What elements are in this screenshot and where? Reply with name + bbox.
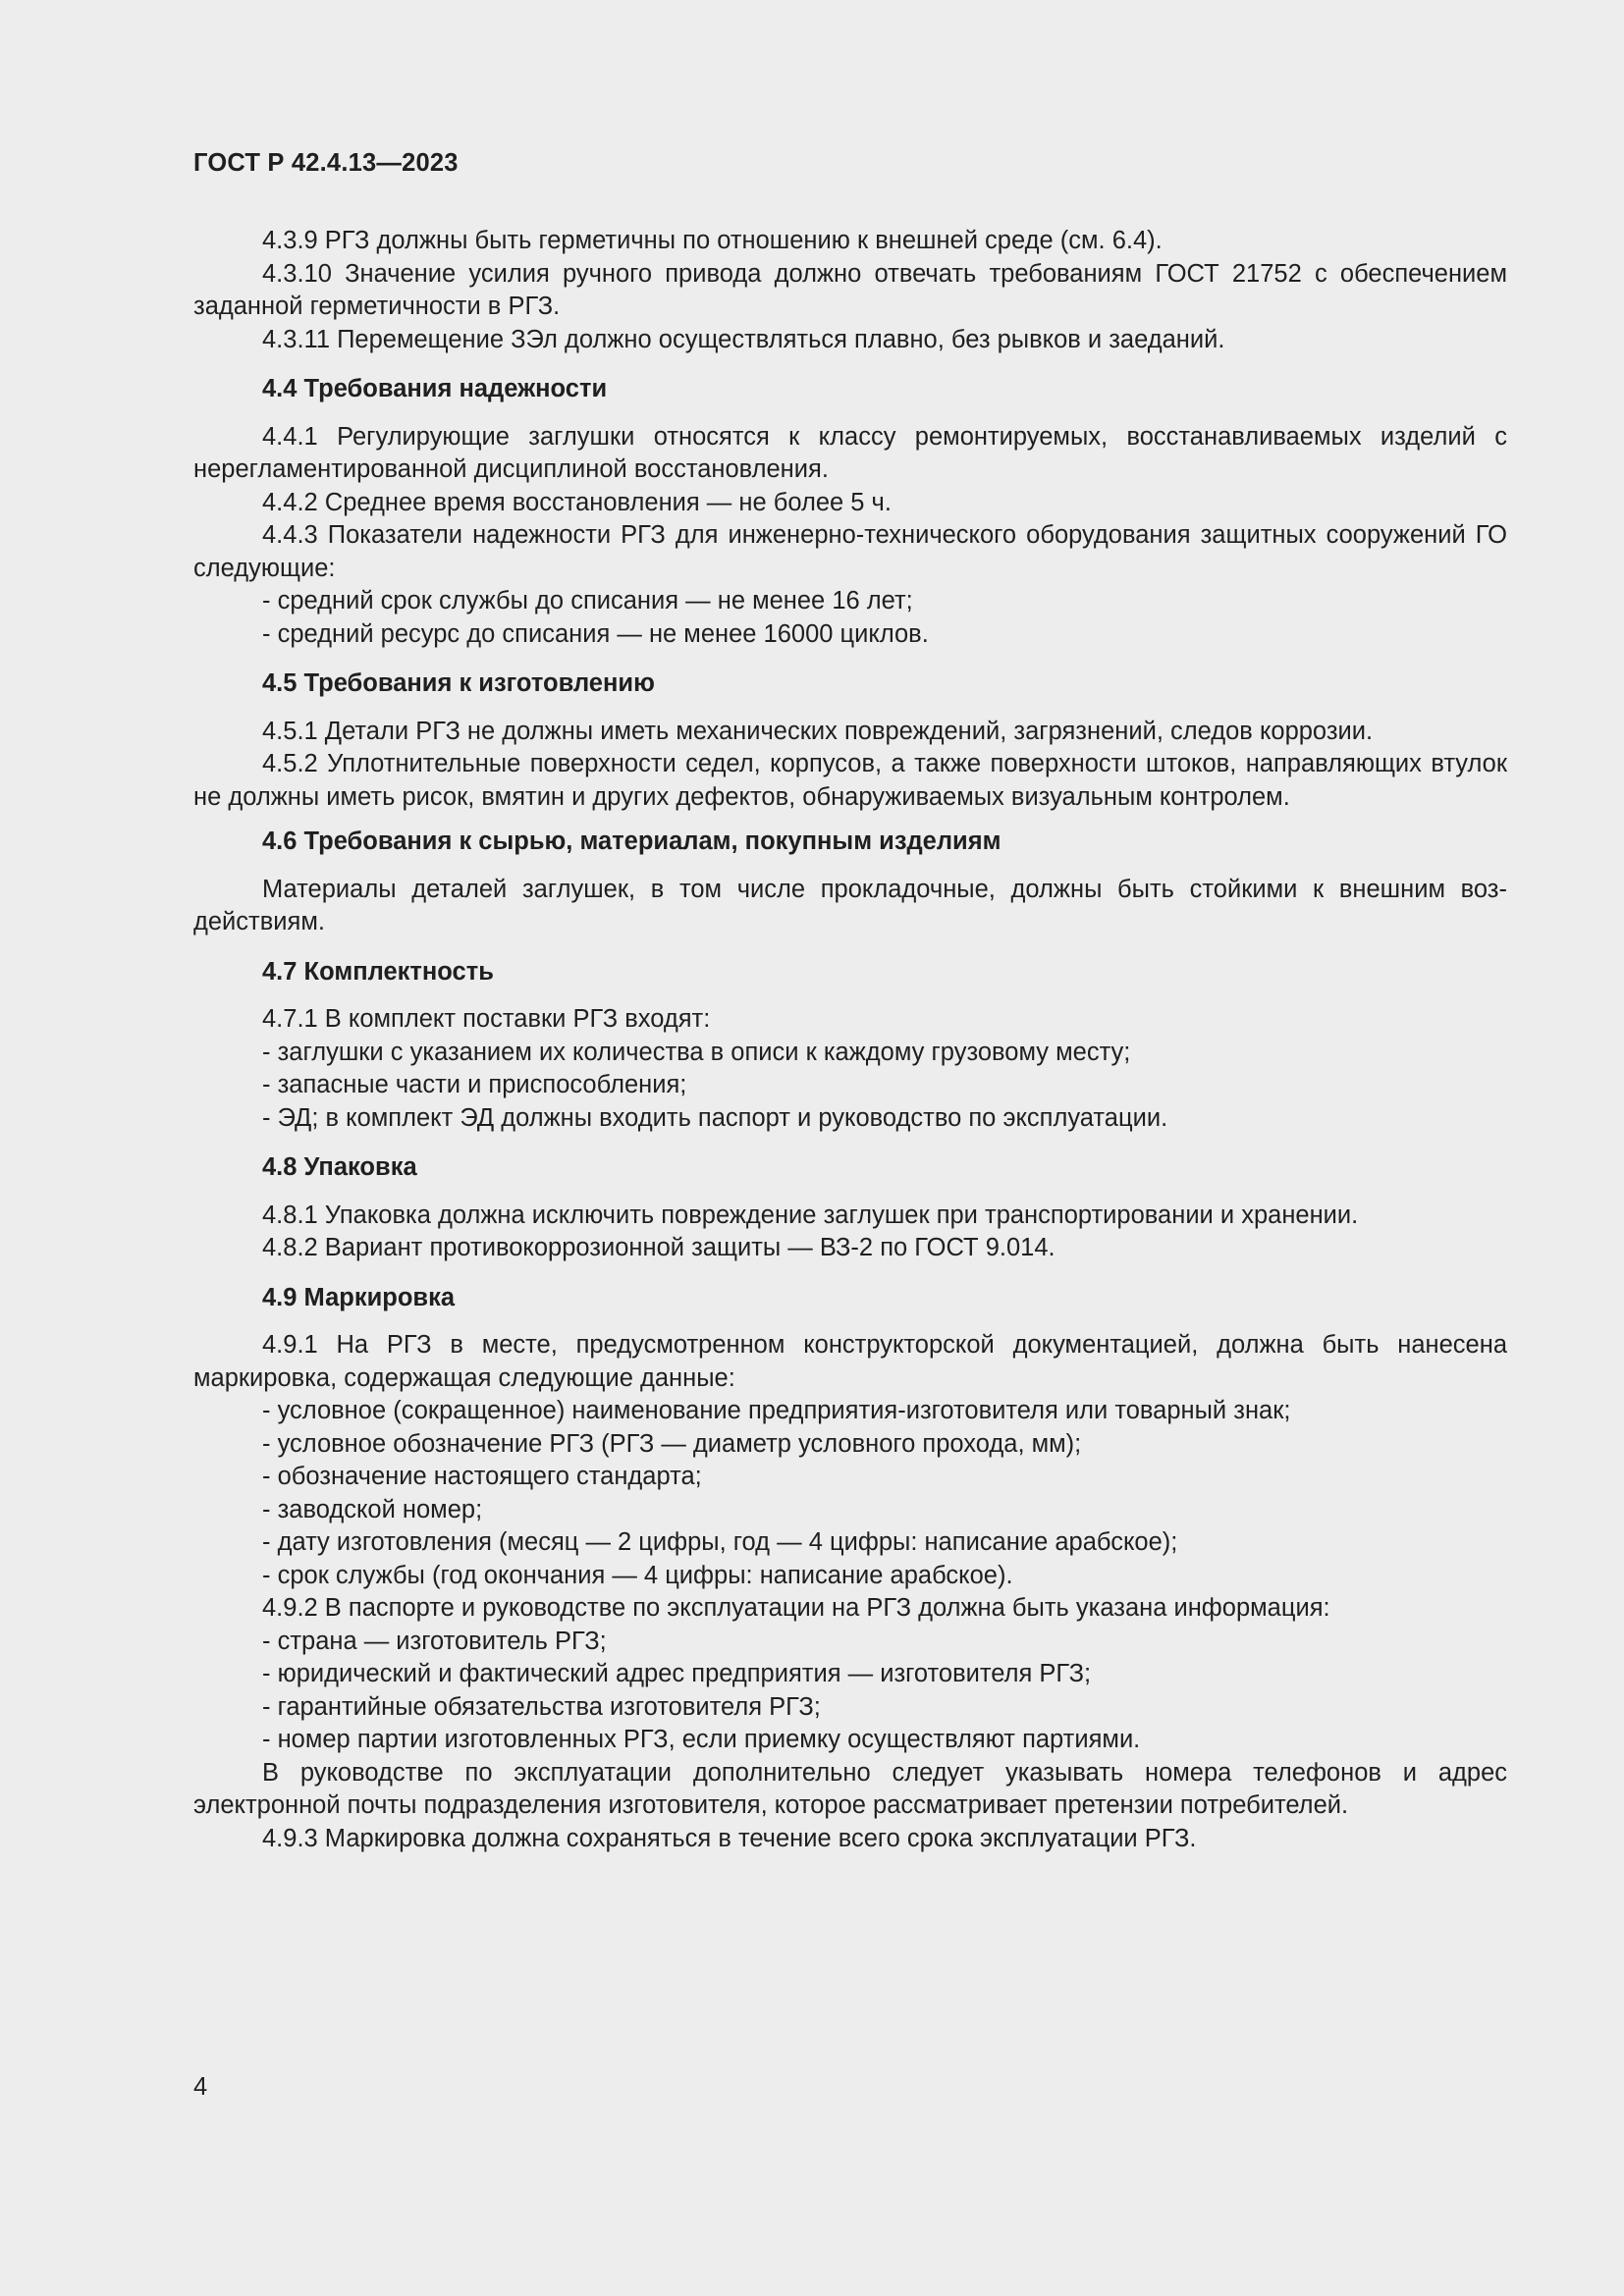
list-item: - номер партии изготовленных РГЗ, если приемку осуществляют партиями. <box>262 1726 1141 1753</box>
list-item: - средний срок службы до списания — не менее 16 лет; <box>262 587 913 614</box>
paragraph-4-4-1: 4.4.1 Регулирующие заглушки относятся к классу ремонтируемых, восстанавливаемых изделий с нерегламентированной дисциплиной восстановления. <box>193 422 1507 483</box>
paragraph-4-8-2: 4.8.2 Вариант противокоррозионной защиты — ВЗ-2 по ГОСТ 9.014. <box>262 1234 1056 1261</box>
paragraph-4-3-10: 4.3.10 Значение усилия ручного привода должно отвечать требованиям ГОСТ 21752 с обеспечением заданной герметичности в РГЗ. <box>193 259 1507 320</box>
list-item: - заводской номер; <box>262 1495 483 1523</box>
section-heading-4-9: 4.9 Маркировка <box>262 1283 456 1311</box>
paragraph-4-3-11: 4.3.11 Перемещение ЗЭл должно осуществляться плавно, без рывков и заеданий. <box>262 325 1225 353</box>
paragraph-4-3-9: 4.3.9 РГЗ должны быть герметичны по отношению к внешней среде (см. 6.4). <box>262 227 1163 254</box>
paragraph-4-9-2: 4.9.2 В паспорте и руководстве по эксплуатации на РГЗ должна быть указана информация: <box>262 1594 1330 1622</box>
section-heading-4-7: 4.7 Комплектность <box>262 957 494 986</box>
section-heading-4-4: 4.4 Требования надежности <box>262 375 608 402</box>
paragraph-4-8-1: 4.8.1 Упаковка должна исключить повреждение заглушек при транспортировании и хранении. <box>262 1201 1359 1229</box>
document-body <box>193 225 1507 1855</box>
list-item: - условное (сокращенное) наименование предприятия-изготовителя или товарный знак; <box>262 1397 1291 1424</box>
list-item: - условное обозначение РГЗ (РГЗ — диаметр условного прохода, мм); <box>262 1429 1082 1458</box>
paragraph-4-5-1: 4.5.1 Детали РГЗ не должны иметь механических повреждений, загрязнений, следов коррозии. <box>262 717 1374 745</box>
section-heading-4-5: 4.5 Требования к изготовлению <box>262 669 655 697</box>
list-item: - срок службы (год окончания — 4 цифры: написание арабское). <box>262 1561 1013 1589</box>
paragraph-4-5-2: 4.5.2 Уплотнительные поверхности седел, корпусов, а также поверхности штоков, направляющих втулок не должны иметь рисок, вмятин и других дефектов, обнаруживаемых визуальным контролем. <box>193 750 1507 811</box>
paragraph-4-9-1: 4.9.1 На РГЗ в месте, предусмотренном конструкторской документацией, должна быть нанесена маркировка, содержащая следующие данные: <box>193 1331 1507 1392</box>
list-item: - дату изготовления (месяц — 2 цифры, год — 4 цифры: написание арабское); <box>262 1528 1178 1556</box>
list-item: - страна — изготовитель РГЗ; <box>262 1627 607 1655</box>
list-item: - юридический и фактический адрес предприятия — изготовителя РГЗ; <box>262 1660 1092 1687</box>
document-header: ГОСТ Р 42.4.13—2023 <box>193 149 459 177</box>
list-item: - заглушки с указанием их количества в описи к каждому грузовому месту; <box>262 1038 1131 1066</box>
list-item: - гарантийные обязательства изготовителя РГЗ; <box>262 1692 821 1721</box>
paragraph-4-6: Материалы деталей заглушек, в том числе прокладочные, должны быть стойкими к внешним воздействиям. <box>193 875 1507 935</box>
paragraph-4-7-1: 4.7.1 В комплект поставки РГЗ входят: <box>262 1005 711 1033</box>
paragraph-4-9-2-extra: В руководстве по эксплуатации дополнительно следует указывать номера телефонов и адрес электронной почты подразделения изготовителя, которое рассматривает претензии потребителей. <box>193 1758 1507 1819</box>
section-heading-4-8: 4.8 Упаковка <box>262 1153 417 1181</box>
list-item: - средний ресурс до списания — не менее 16000 циклов. <box>262 619 929 648</box>
paragraph-4-9-3: 4.9.3 Маркировка должна сохраняться в течение всего срока эксплуатации РГЗ. <box>262 1824 1197 1852</box>
section-heading-4-6: 4.6 Требования к сырью, материалам, покупным изделиям <box>262 828 1001 855</box>
list-item: - обозначение настоящего стандарта; <box>262 1463 702 1490</box>
page-number: 4 <box>193 2073 208 2101</box>
paragraph-4-4-2: 4.4.2 Среднее время восстановления — не более 5 ч. <box>262 488 892 516</box>
paragraph-4-4-3: 4.4.3 Показатели надежности РГЗ для инженерно-технического оборудования защитных сооружений ГО следующие: <box>193 521 1507 582</box>
list-item: - запасные части и приспособления; <box>262 1071 687 1098</box>
list-item: - ЭД; в комплект ЭД должны входить паспорт и руководство по эксплуатации. <box>262 1103 1168 1132</box>
